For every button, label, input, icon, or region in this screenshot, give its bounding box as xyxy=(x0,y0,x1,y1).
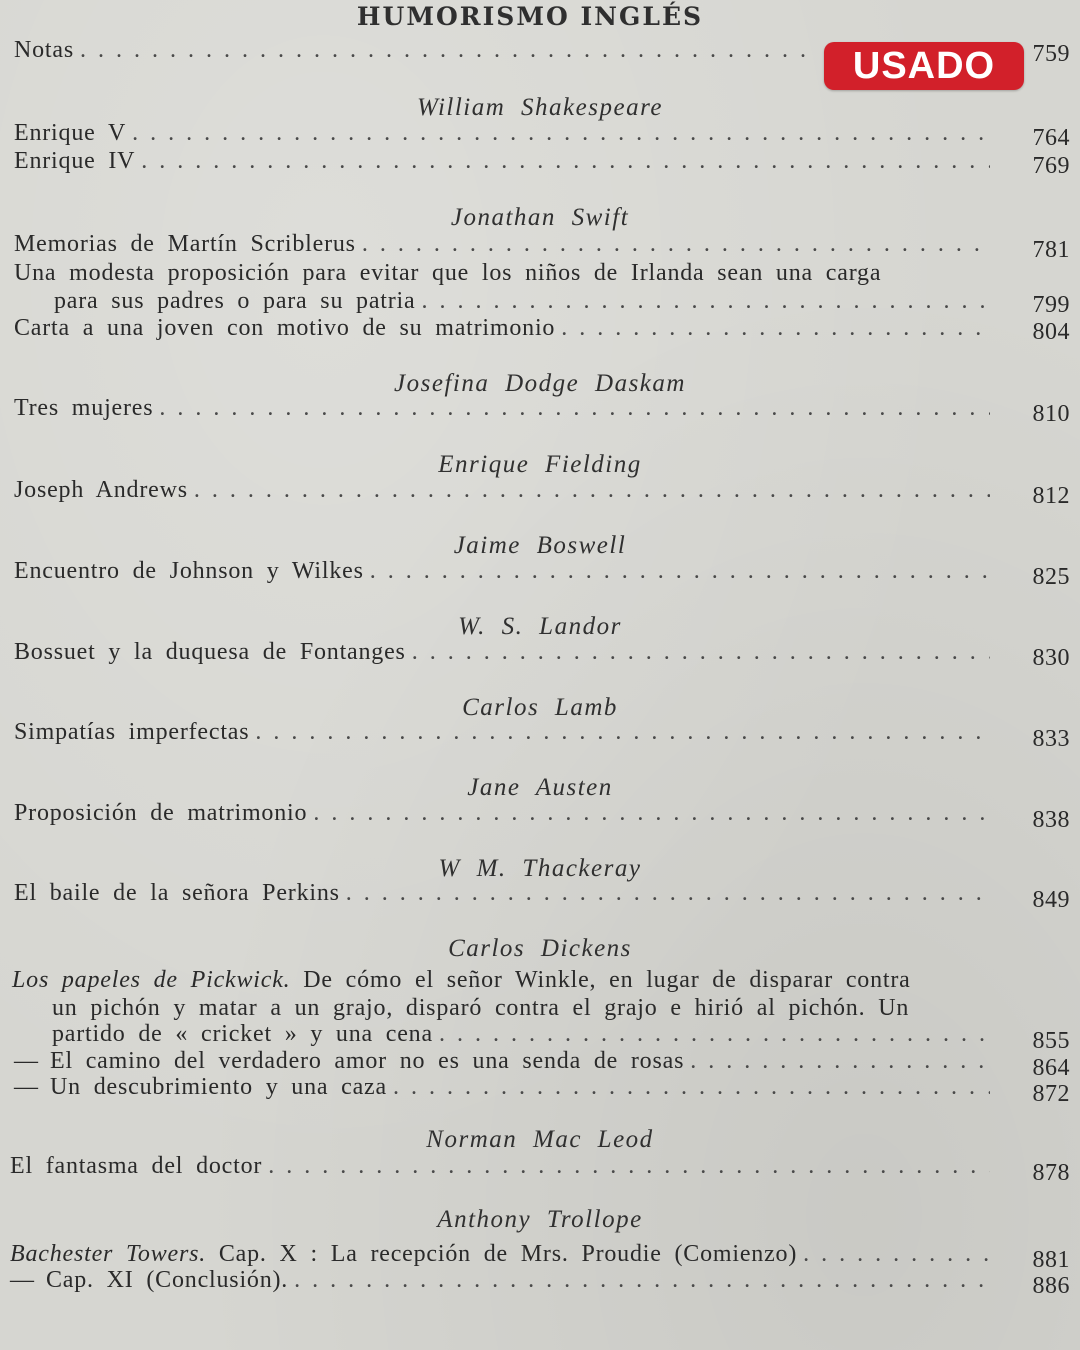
entry-title: — Cap. XI (Conclusión). xyxy=(10,1267,289,1293)
index-entry[interactable] xyxy=(14,394,990,422)
used-badge: USADO xyxy=(824,42,1024,90)
index-entry[interactable] xyxy=(14,119,990,147)
page-number: 855 xyxy=(1032,1028,1070,1054)
dot-leader xyxy=(268,1152,990,1180)
entry-title: Memorias de Martín Scriblerus xyxy=(14,231,356,257)
author-heading: W M. Thackeray xyxy=(438,855,642,882)
entry-title: Joseph Andrews xyxy=(14,477,188,503)
index-entry[interactable] xyxy=(52,1020,990,1048)
entry-title: — Un descubrimiento y una caza xyxy=(14,1074,387,1100)
dot-leader xyxy=(421,287,990,315)
page-number: 864 xyxy=(1032,1055,1070,1081)
author-heading: Anthony Trollope xyxy=(437,1206,643,1233)
author-heading: Norman Mac Leod xyxy=(426,1126,654,1153)
dot-leader xyxy=(255,718,990,746)
author-heading: W. S. Landor xyxy=(458,613,622,640)
entry-title: Encuentro de Johnson y Wilkes xyxy=(14,558,364,584)
em-dash: — xyxy=(14,1074,39,1100)
author-heading: Jaime Boswell xyxy=(453,532,627,559)
entry-title: Simpatías imperfectas xyxy=(14,719,250,745)
page-number: 799 xyxy=(1032,292,1070,318)
author-heading: Carlos Lamb xyxy=(462,694,618,721)
page-number: 810 xyxy=(1032,401,1070,427)
page-number: 849 xyxy=(1032,887,1070,913)
page-number: 804 xyxy=(1032,319,1070,345)
author-heading: Enrique Fielding xyxy=(438,451,642,478)
em-dash: — xyxy=(10,1267,35,1293)
dot-leader xyxy=(132,119,990,147)
index-entry[interactable] xyxy=(14,476,990,504)
page-number: 833 xyxy=(1032,726,1070,752)
index-entry[interactable] xyxy=(14,879,990,907)
index-entry[interactable] xyxy=(14,799,990,827)
author-heading: Carlos Dickens xyxy=(448,935,632,962)
dot-leader xyxy=(346,879,990,907)
dot-leader xyxy=(561,314,990,342)
page-number: 825 xyxy=(1032,564,1070,590)
entry-title: Proposición de matrimonio xyxy=(14,800,308,826)
dot-leader xyxy=(370,557,990,585)
index-entry[interactable] xyxy=(14,147,990,175)
dot-leader xyxy=(439,1020,990,1048)
dot-leader xyxy=(294,1266,990,1294)
entry-title-line[interactable]: Una modesta proposición para evitar que los niños de Irlanda sean una carga xyxy=(14,260,882,286)
entry-title-line[interactable]: un pichón y matar a un grajo, disparó contra el grajo e hirió al pichón. Un xyxy=(52,995,910,1021)
index-entry[interactable] xyxy=(54,287,990,315)
entry-title: Tres mujeres xyxy=(14,395,154,421)
dot-leader xyxy=(412,638,990,666)
entry-title: — El camino del verdadero amor no es una senda de rosas xyxy=(14,1048,685,1074)
entry-title: El baile de la señora Perkins xyxy=(14,880,340,906)
work-title: Bachester Towers. xyxy=(10,1241,207,1267)
dot-leader xyxy=(690,1047,990,1075)
page-number: 764 xyxy=(1032,125,1070,151)
page-number: 881 xyxy=(1032,1247,1070,1273)
entry-title: Bossuet y la duquesa de Fontanges xyxy=(14,639,406,665)
author-heading: Josefina Dodge Daskam xyxy=(394,370,686,397)
entry-title-rest: De cómo el señor Winkle, en lugar de disparar contra xyxy=(303,967,911,993)
page-number: 886 xyxy=(1032,1273,1070,1299)
index-entry[interactable] xyxy=(14,557,990,585)
dot-leader xyxy=(194,476,990,504)
entry-title: Carta a una joven con motivo de su matrimonio xyxy=(14,315,556,341)
page-number: 812 xyxy=(1032,483,1070,509)
author-heading: William Shakespeare xyxy=(417,94,663,121)
entry-title: Enrique V xyxy=(14,120,127,146)
dot-leader xyxy=(803,1240,990,1268)
page-number: 878 xyxy=(1032,1160,1070,1186)
dot-leader xyxy=(80,36,814,64)
dot-leader xyxy=(159,394,990,422)
page-number: 830 xyxy=(1032,645,1070,671)
page-number: 838 xyxy=(1032,807,1070,833)
work-title: Los papeles de Pickwick. xyxy=(12,967,291,993)
index-entry[interactable] xyxy=(14,718,990,746)
dot-leader xyxy=(362,230,990,258)
em-dash: — xyxy=(14,1048,39,1074)
dot-leader xyxy=(393,1073,990,1101)
author-heading: Jonathan Swift xyxy=(450,204,630,231)
entry-title: El fantasma del doctor xyxy=(10,1153,263,1179)
dot-leader xyxy=(313,799,990,827)
entry-title-line[interactable] xyxy=(12,966,911,994)
entry-title: Notas xyxy=(14,37,74,63)
index-entry-notas[interactable] xyxy=(14,36,814,64)
page-title: HUMORISMO INGLÉS xyxy=(356,2,704,31)
entry-title: para sus padres o para su patria xyxy=(54,288,416,314)
index-entry[interactable] xyxy=(14,314,990,342)
dot-leader xyxy=(141,147,990,175)
page-number: 781 xyxy=(1032,237,1070,263)
entry-title: Enrique IV xyxy=(14,148,136,174)
index-entry[interactable] xyxy=(10,1240,990,1268)
page-number: 872 xyxy=(1032,1081,1070,1107)
author-heading: Jane Austen xyxy=(467,774,613,801)
index-entry[interactable] xyxy=(10,1152,990,1180)
index-entry[interactable] xyxy=(14,1073,990,1101)
index-entry[interactable] xyxy=(14,230,990,258)
page-number: 759 xyxy=(1032,41,1070,67)
index-entry[interactable] xyxy=(14,638,990,666)
index-entry[interactable] xyxy=(10,1266,990,1294)
page-number: 769 xyxy=(1032,153,1070,179)
entry-title: partido de « cricket » y una cena xyxy=(52,1021,433,1047)
index-entry[interactable] xyxy=(14,1047,990,1075)
entry-title: Bachester Towers. Cap. X : La recepción de Mrs. Proudie (Comienzo) xyxy=(10,1241,798,1267)
